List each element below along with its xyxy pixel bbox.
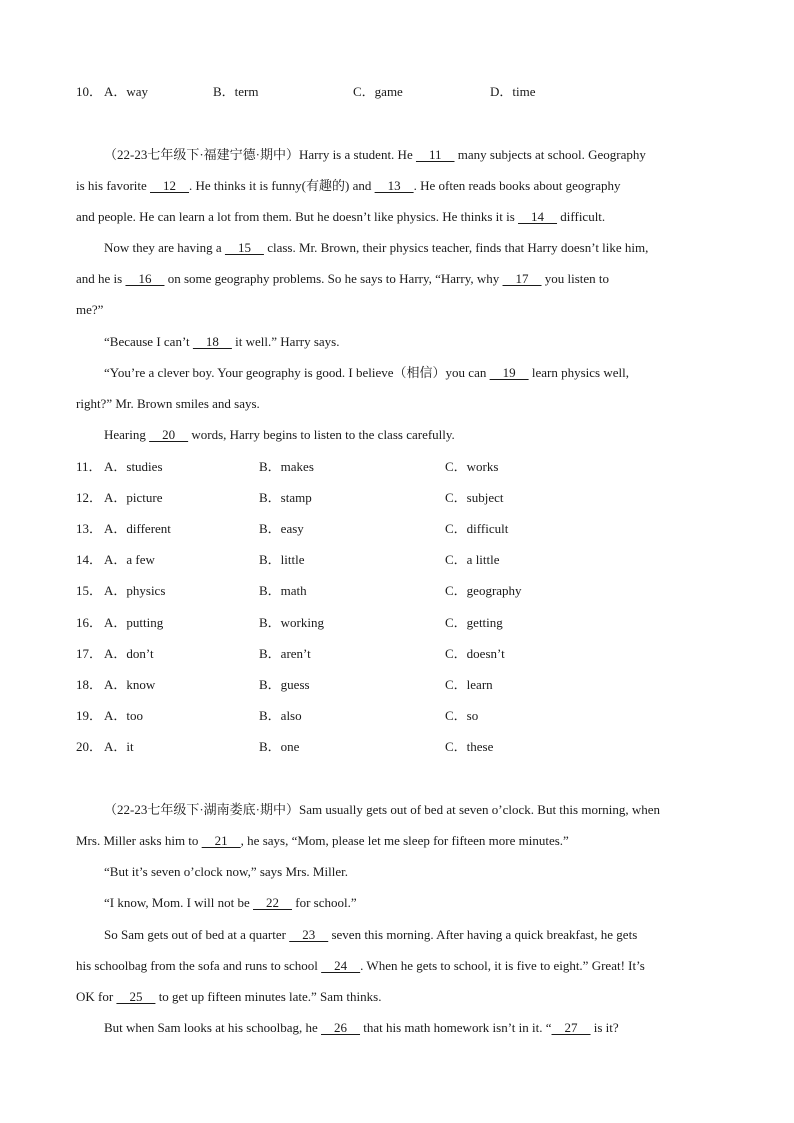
option-b[interactable]: B．little [259, 552, 305, 567]
question-number: 20． [76, 739, 103, 754]
option-row [76, 677, 718, 693]
answer-blank-26[interactable]: 26 [321, 1020, 361, 1035]
option-a[interactable]: A．too [104, 708, 144, 723]
question-number: 10． [76, 84, 103, 99]
text: and people. He can learn a lot from them. But he doesn’t like physics. He thinks it is [76, 209, 519, 224]
text: “But it’s seven o’clock now,” says Mrs. Miller. [104, 864, 348, 879]
text: “I know, Mom. I will not be [104, 895, 253, 910]
text: Hearing [104, 427, 150, 442]
option-a[interactable]: A．know [104, 677, 156, 692]
passage-source: （22-23七年级下·湖南娄底·期中） [104, 802, 299, 817]
option-c[interactable]: C．learn [445, 677, 493, 692]
option-row [76, 739, 718, 755]
question-number: 19． [76, 708, 103, 723]
text: , he says, “Mom, please let me sleep for fifteen more minutes.” [240, 833, 569, 848]
text: But when Sam looks at his schoolbag, he [104, 1020, 322, 1035]
answer-blank-19[interactable]: 19 [489, 365, 529, 380]
answer-blank-14[interactable]: 14 [518, 209, 558, 224]
option-a[interactable]: A．studies [104, 459, 163, 474]
passage2-line-6 [76, 958, 718, 974]
text: you listen to [541, 271, 610, 286]
passage1-line-9 [76, 396, 718, 412]
text: that his math homework isn’t in it. “ [360, 1020, 552, 1035]
answer-blank-13[interactable]: 13 [374, 178, 414, 193]
text: to get up fifteen minutes late.” Sam thinks. [155, 989, 382, 1004]
text: OK for [76, 989, 117, 1004]
passage1-line-3 [76, 209, 718, 225]
question-number: 18． [76, 677, 103, 692]
passage1-line-4 [104, 240, 718, 256]
question-number: 11． [76, 459, 102, 474]
text: for school.” [292, 895, 357, 910]
text: words, Harry begins to listen to the class carefully. [188, 427, 455, 442]
text: his schoolbag from the sofa and runs to school [76, 958, 322, 973]
option-a[interactable]: A．picture [104, 490, 163, 505]
question-number: 16． [76, 615, 103, 630]
option-b[interactable]: B．easy [259, 521, 304, 536]
text: class. Mr. Brown, their physics teacher, finds that Harry doesn’t like him, [263, 240, 649, 255]
option-b[interactable]: B．makes [259, 459, 314, 474]
question-10-options [76, 84, 718, 100]
answer-blank-22[interactable]: 22 [253, 895, 292, 910]
option-c[interactable]: C．getting [445, 615, 503, 630]
option-row [76, 583, 718, 599]
option-a: A．way [104, 84, 149, 99]
option-a[interactable]: A．physics [104, 583, 166, 598]
question-number: 12． [76, 490, 103, 505]
text: . He thinks it is funny(有趣的) and [189, 178, 375, 193]
passage2-line-4 [104, 895, 718, 911]
passage1-line-6 [76, 302, 718, 318]
passage1-line-10 [104, 427, 718, 443]
answer-blank-18[interactable]: 18 [192, 334, 232, 349]
option-d: D．time [490, 84, 536, 99]
text: Mrs. Miller asks him to [76, 833, 202, 848]
option-b[interactable]: B．guess [259, 677, 310, 692]
text: Now they are having a [104, 240, 225, 255]
answer-blank-21[interactable]: 21 [201, 833, 241, 848]
answer-blank-17[interactable]: 17 [502, 271, 542, 286]
passage2-line-3 [104, 864, 718, 880]
passage1-line-5 [76, 271, 718, 287]
text: it well.” Harry says. [231, 334, 340, 349]
option-c[interactable]: C．difficult [445, 521, 509, 536]
option-b[interactable]: B．stamp [259, 490, 312, 505]
option-c[interactable]: C．a little [445, 552, 500, 567]
text: learn physics well, [528, 365, 629, 380]
answer-blank-23[interactable]: 23 [289, 927, 329, 942]
text: and he is [76, 271, 126, 286]
option-row [76, 552, 718, 568]
answer-blank-20[interactable]: 20 [149, 427, 189, 442]
option-b[interactable]: B．one [259, 739, 300, 754]
answer-blank-16[interactable]: 16 [125, 271, 165, 286]
option-a[interactable]: A．different [104, 521, 171, 536]
option-a[interactable]: A．don’t [104, 646, 154, 661]
passage1-line-2 [76, 178, 718, 194]
question-number: 14． [76, 552, 103, 567]
option-a[interactable]: A．a few [104, 552, 155, 567]
option-row [76, 521, 718, 537]
option-b[interactable]: B．math [259, 583, 307, 598]
text: Harry is a student. He [299, 147, 416, 162]
passage2-line-8 [104, 1020, 718, 1036]
option-c[interactable]: C．so [445, 708, 479, 723]
question-number: 17． [76, 646, 103, 661]
option-b[interactable]: B．aren’t [259, 646, 311, 661]
text: difficult. [557, 209, 606, 224]
text: “You’re a clever boy. Your geography is good. I believe（相信）you can [104, 365, 490, 380]
passage2-line-7 [76, 989, 718, 1005]
option-c[interactable]: C．these [445, 739, 494, 754]
answer-blank-27[interactable]: 27 [551, 1020, 591, 1035]
text: many subjects at school. Geography [454, 147, 646, 162]
passage2-line-5 [104, 927, 718, 943]
text: seven this morning. After having a quick breakfast, he gets [328, 927, 638, 942]
option-b[interactable]: B．also [259, 708, 302, 723]
text: . He often reads books about geography [413, 178, 621, 193]
text: . When he gets to school, it is five to eight.” Great! It’s [360, 958, 645, 973]
passage1-line-7 [104, 334, 718, 350]
answer-blank-25[interactable]: 25 [116, 989, 156, 1004]
option-c[interactable]: C．doesn’t [445, 646, 505, 661]
option-row [76, 615, 718, 631]
answer-blank-11[interactable]: 11 [415, 147, 455, 162]
option-row [76, 459, 718, 475]
text: “Because I can’t [104, 334, 193, 349]
question-number: 15． [76, 583, 103, 598]
passage2-line-1 [104, 802, 718, 818]
option-a[interactable]: A．it [104, 739, 134, 754]
answer-blank-15[interactable]: 15 [224, 240, 264, 255]
passage1-line-1 [104, 147, 718, 163]
passage2-line-2 [76, 833, 718, 849]
option-c: C．game [353, 84, 403, 99]
text: is it? [590, 1020, 619, 1035]
text: on some geography problems. So he says to Harry, “Harry, why [164, 271, 503, 286]
text: Sam usually gets out of bed at seven o’clock. But this morning, when [299, 802, 661, 817]
option-b[interactable]: B．working [259, 615, 325, 630]
passage-source: （22-23七年级下·福建宁德·期中） [104, 147, 299, 162]
option-c[interactable]: C．geography [445, 583, 522, 598]
question-number: 13． [76, 521, 103, 536]
option-row [76, 646, 718, 662]
text: me?” [76, 302, 104, 317]
option-c[interactable]: C．subject [445, 490, 504, 505]
option-b: B．term [213, 84, 259, 99]
option-c[interactable]: C．works [445, 459, 499, 474]
text: So Sam gets out of bed at a quarter [104, 927, 290, 942]
option-a[interactable]: A．putting [104, 615, 164, 630]
answer-blank-12[interactable]: 12 [150, 178, 190, 193]
passage1-line-8 [104, 365, 718, 381]
option-row [76, 490, 718, 506]
option-row [76, 708, 718, 724]
answer-blank-24[interactable]: 24 [321, 958, 361, 973]
text: is his favorite [76, 178, 151, 193]
text: right?” Mr. Brown smiles and says. [76, 396, 260, 411]
